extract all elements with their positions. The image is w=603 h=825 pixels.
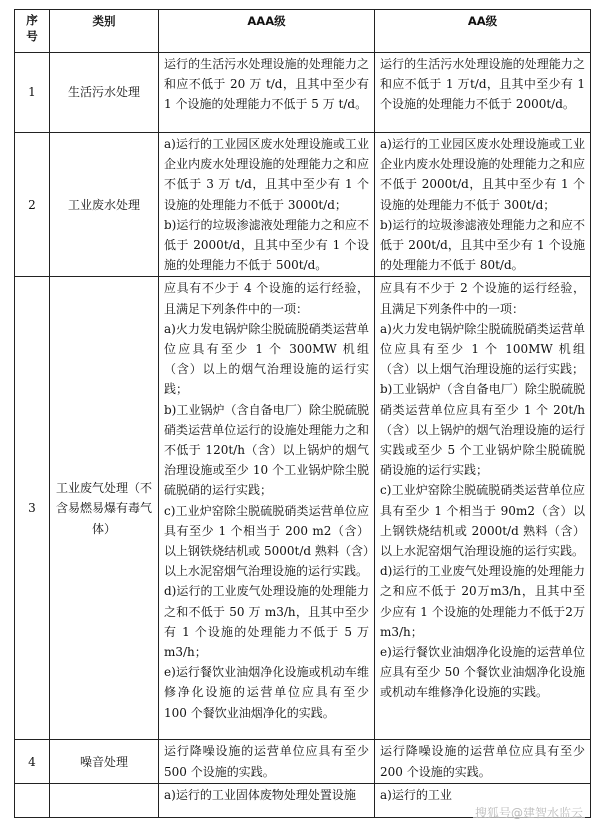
requirement-paragraph: a)火力发电锅炉除尘脱硫脱硝类运营单位应具有至少 1 个 100MW 机组（含）以上烟气治理设施的运行实践； <box>380 321 585 377</box>
requirement-paragraph: a)火力发电锅炉除尘脱硫脱硝类运营单位应具有至少 1 个 300MW 机组（含）以上的烟气治理设施的运行实践； <box>164 321 369 397</box>
row-aa-requirement <box>375 53 591 133</box>
requirement-paragraph: a)运行的工业园区废水处理设施或工业企业内废水处理设施的处理能力之和应不低于 3 万 t/d，且其中至少有 1 个设施的处理能力不低于 3000t/d； <box>164 137 369 212</box>
requirement-paragraph: c)工业炉窑除尘脱硫脱硝类运营单位应具有至少 1 个相当于 90m2（含）以上钢铁烧结机或 2000t/d 熟料（含）以上水泥窑烟气治理设施的运行实践。 <box>380 483 585 559</box>
header-row <box>15 10 591 53</box>
requirement-paragraph: b)运行的垃圾渗滤液处理能力之和应不低于 200t/d，且其中至少有 1 个设施的处理能力不低于 80t/d。 <box>380 217 585 273</box>
row-number: 1 <box>15 53 50 133</box>
row-aaa-requirement <box>159 783 375 817</box>
table-body <box>15 53 591 818</box>
requirement-paragraph: b)运行的垃圾渗滤液处理能力之和应不低于 2000t/d，且其中至少有 1 个设施的处理能力不低于 500t/d。 <box>164 217 369 273</box>
row-category: 生活污水处理 <box>50 53 159 133</box>
watermark: 搜狐号@建智水监云 <box>474 806 583 820</box>
requirement-paragraph: 运行降噪设施的运营单位应具有至少 200 个设施的实践。 <box>380 744 585 779</box>
requirement-paragraph: b)工业锅炉（含自备电厂）除尘脱硫脱硝类运营单位应具有至少 1 个 20t/h（含）以上锅炉的烟气治理设施的运行实践或至少 5 个工业锅炉除尘脱硫脱硝设施的运行实践； <box>380 382 585 478</box>
row-aaa-requirement <box>159 740 375 783</box>
row-aaa-requirement <box>159 133 375 277</box>
header-aaa: AAA级 <box>159 10 375 53</box>
row-number <box>15 783 50 817</box>
qualification-table <box>14 9 591 818</box>
requirement-paragraph: a)运行的工业固体废物处理处置设施 <box>164 787 356 802</box>
requirement-paragraph: e)运行餐饮业油烟净化设施或机动车维修净化设施的运营单位应具有至少 100 个餐饮业油烟净化的实践。 <box>164 665 369 720</box>
table-row <box>15 277 591 740</box>
requirement-paragraph: e)运行餐饮业油烟净化设施的运营单位应具有至少 50 个餐饮业油烟净化设施或机动车维修净化设施的实践。 <box>380 645 585 700</box>
requirement-paragraph: 应具有不少于 4 个设施的运行经验，且满足下列条件中的一项： <box>164 281 369 316</box>
row-aa-requirement <box>375 277 591 740</box>
row-number: 4 <box>15 740 50 783</box>
header-aa: AA级 <box>375 10 591 53</box>
requirement-paragraph: b)工业锅炉（含自备电厂）除尘脱硫脱硝类运营单位运行的设施处理能力之和不低于 120t/h（含）以上锅炉的烟气治理设施或至少 10 个工业锅炉除尘脱硫脱硝的运行实践； <box>164 402 369 498</box>
requirement-paragraph: d)运行的工业废气处理设施的处理能力之和应不低于 20万m3/h，且其中至少应有 1 个设施的处理能力不低于2万m3/h； <box>380 564 585 639</box>
table-row <box>15 740 591 783</box>
requirement-paragraph: 运行的生活污水处理设施的处理能力之和应不低于 1 万t/d，且其中至少有 1 个设施的处理能力不低于 2000t/d。 <box>380 57 585 112</box>
row-category <box>50 783 159 817</box>
row-category: 噪音处理 <box>50 740 159 783</box>
requirement-paragraph: 应具有不少于 2 个设施的运行经验，且满足下列条件中的一项： <box>380 281 585 316</box>
row-category: 工业废气处理（不含易燃易爆有毒气体） <box>50 277 159 740</box>
requirement-paragraph: 运行的生活污水处理设施的处理能力之和应不低于 20 万 t/d，且其中至少有 1 个设施的处理能力不低于 5 万 t/d。 <box>164 57 369 112</box>
header-no: 序号 <box>15 10 50 53</box>
requirement-paragraph: 运行降噪设施的运营单位应具有至少 500 个设施的实践。 <box>164 744 369 779</box>
requirement-paragraph: c)工业炉窑除尘脱硫脱硝类运营单位应具有至少 1 个相当于 200 m2（含）以上钢铁烧结机或 5000t/d 熟料（含）以上水泥窑烟气治理设施的运行实践。 <box>164 503 369 579</box>
table-row <box>15 53 591 133</box>
row-number: 2 <box>15 133 50 277</box>
table-row <box>15 133 591 277</box>
row-aa-requirement <box>375 740 591 783</box>
row-category: 工业废水处理 <box>50 133 159 277</box>
row-number: 3 <box>15 277 50 740</box>
row-aaa-requirement <box>159 277 375 740</box>
requirement-paragraph: d)运行的工业废气处理设施的处理能力之和不低于 50 万 m3/h，且其中至少有 1 个设施的处理能力不低于 5 万m3/h； <box>164 584 369 660</box>
requirement-paragraph: a)运行的工业 <box>380 787 452 802</box>
requirement-paragraph: a)运行的工业园区废水处理设施或工业企业内废水处理设施的处理能力之和应不低于 2000t/d，且其中至少有 1 个设施的处理能力不低于 300t/d； <box>380 137 585 212</box>
row-aa-requirement <box>375 133 591 277</box>
header-category: 类别 <box>50 10 159 53</box>
row-aaa-requirement <box>159 53 375 133</box>
